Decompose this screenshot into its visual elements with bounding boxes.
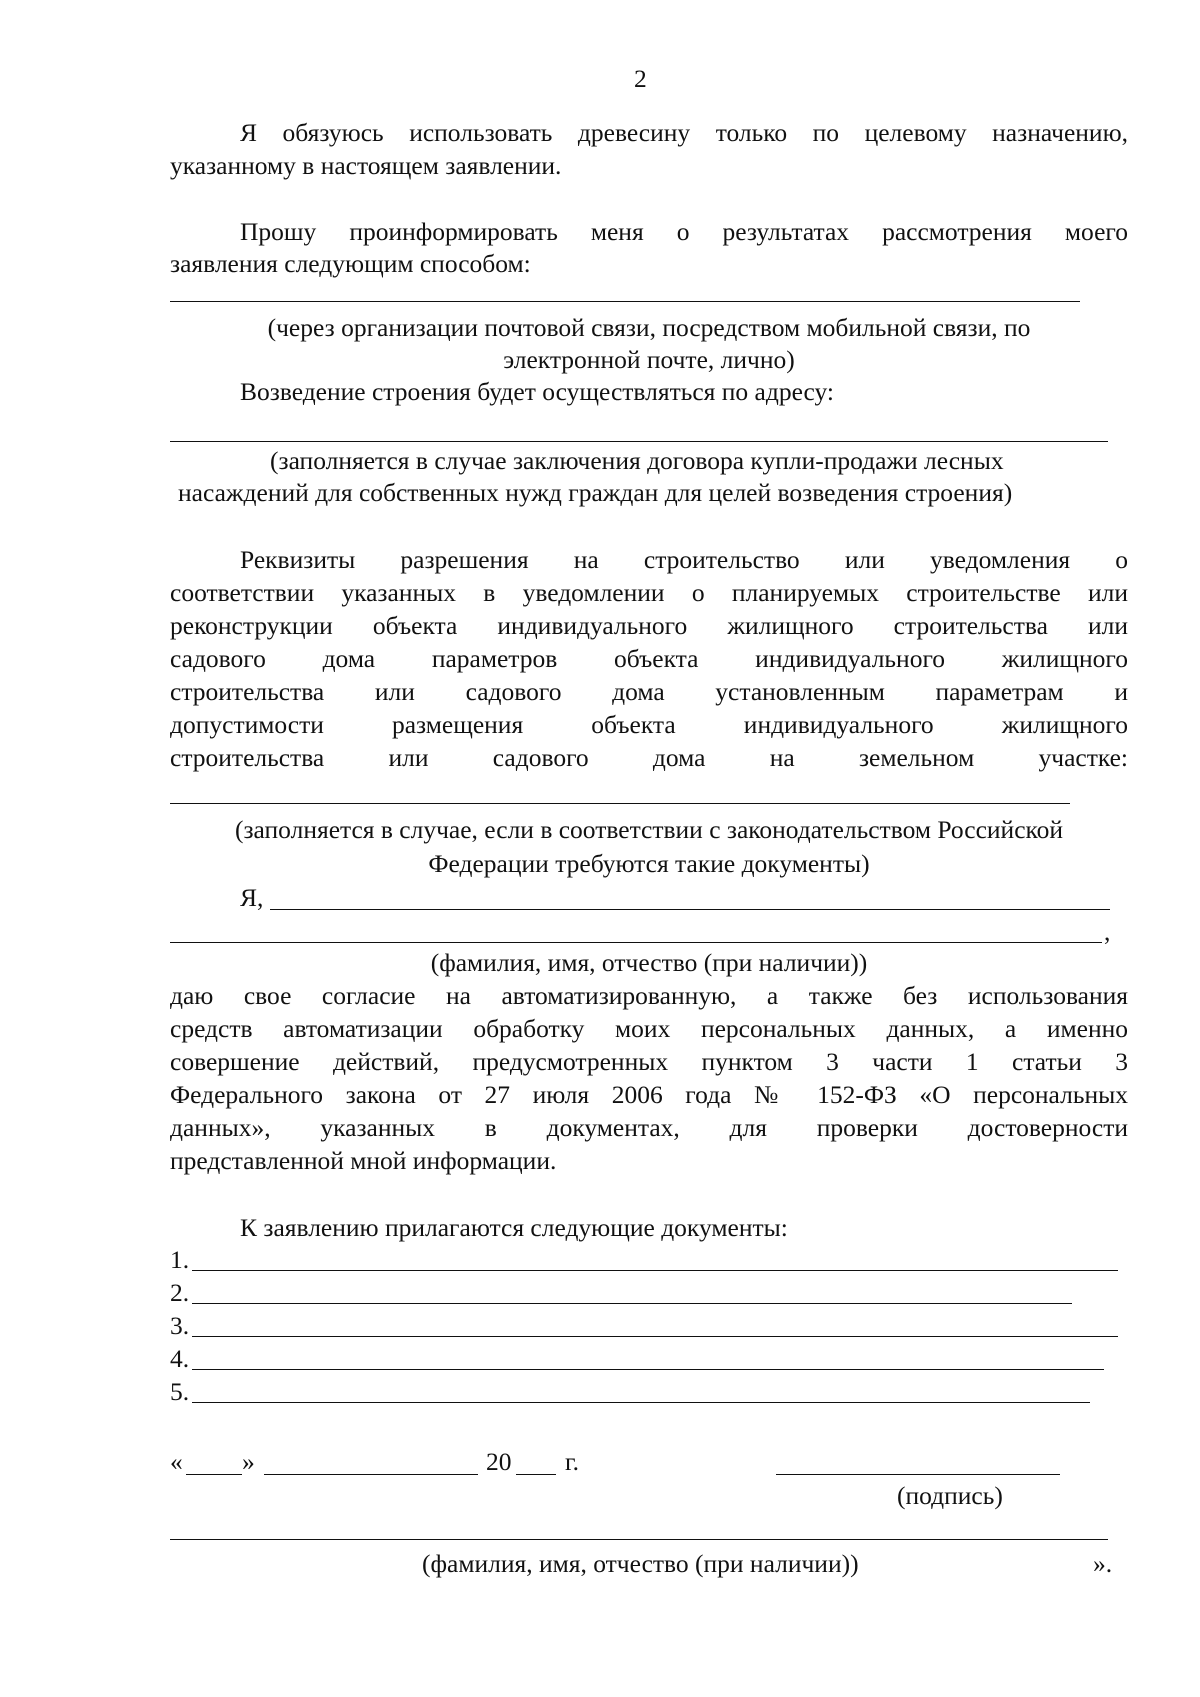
requisites-field[interactable] bbox=[170, 803, 1070, 804]
requisites-line-4: садового дома параметров объекта индивидуального жилищного bbox=[170, 644, 1128, 673]
consent-name-field-2[interactable] bbox=[170, 942, 1102, 943]
consent-line-5: данных», указанных в документах, для проверки достоверности bbox=[170, 1113, 1128, 1142]
requisites-line-5: строительства или садового дома установленным параметрам и bbox=[170, 677, 1128, 706]
consent-name-comma: , bbox=[1104, 917, 1111, 946]
inform-line-1: Прошу проинформировать меня о результатах рассмотрения моего bbox=[240, 217, 1128, 246]
requisites-hint-line-2: Федерации требуются такие документы) bbox=[428, 849, 870, 878]
attachment-number-3: 3. bbox=[170, 1311, 190, 1340]
consent-line-6: представленной мной информации. bbox=[170, 1146, 557, 1175]
signer-name-hint: (фамилия, имя, отчество (при наличии)) bbox=[422, 1549, 859, 1578]
consent-name-field-1[interactable] bbox=[270, 909, 1110, 910]
consent-line-3: совершение действий, предусмотренных пунктом 3 части 1 статьи 3 bbox=[170, 1047, 1128, 1076]
date-year-suffix: г. bbox=[565, 1447, 579, 1476]
requisites-hint-line-1: (заполняется в случае, если в соответствии с законодательством Российской bbox=[234, 815, 1064, 844]
address-hint-line-1: (заполняется в случае заключения договора купли-продажи лесных bbox=[270, 446, 1004, 475]
attachment-number-5: 5. bbox=[170, 1377, 190, 1406]
requisites-line-7: строительства или садового дома на земельном участке: bbox=[170, 743, 1128, 772]
date-open-quote: « bbox=[170, 1447, 183, 1476]
obligation-line-1: Я обязуюсь использовать древесину только по целевому назначению, bbox=[240, 118, 1128, 147]
signature-field[interactable] bbox=[776, 1474, 1060, 1475]
address-field[interactable] bbox=[170, 441, 1108, 442]
attachment-number-2: 2. bbox=[170, 1278, 190, 1307]
attachment-number-4: 4. bbox=[170, 1344, 190, 1373]
requisites-line-1: Реквизиты разрешения на строительство или уведомления о bbox=[240, 545, 1128, 574]
closing-mark: ». bbox=[1093, 1549, 1113, 1578]
consent-prefix: Я, bbox=[240, 883, 264, 912]
inform-line-2: заявления следующим способом: bbox=[170, 249, 531, 278]
address-label: Возведение строения будет осуществляться по адресу: bbox=[240, 377, 835, 406]
consent-line-2: средств автоматизации обработку моих персональных данных, а именно bbox=[170, 1014, 1128, 1043]
date-month-field[interactable] bbox=[264, 1474, 478, 1475]
attachments-title: К заявлению прилагаются следующие документы: bbox=[240, 1213, 788, 1242]
signature-hint: (подпись) bbox=[897, 1481, 1003, 1510]
signer-name-field[interactable] bbox=[170, 1539, 1108, 1540]
address-hint-line-2: насаждений для собственных нужд граждан для целей возведения строения) bbox=[178, 478, 1013, 507]
requisites-line-2: соответствии указанных в уведомлении о планируемых строительстве или bbox=[170, 578, 1128, 607]
date-year-prefix: 20 bbox=[486, 1447, 512, 1476]
consent-name-hint: (фамилия, имя, отчество (при наличии)) bbox=[430, 948, 868, 977]
obligation-line-2: указанному в настоящем заявлении. bbox=[170, 151, 562, 180]
attachment-field-4[interactable] bbox=[192, 1369, 1104, 1370]
attachment-number-1: 1. bbox=[170, 1245, 190, 1274]
date-day-field[interactable] bbox=[186, 1474, 242, 1475]
attachment-field-5[interactable] bbox=[192, 1402, 1090, 1403]
consent-line-4: Федерального закона от 27 июля 2006 года № 152-ФЗ «О персональных bbox=[170, 1080, 1128, 1109]
inform-hint-line-2: электронной почте, лично) bbox=[503, 345, 795, 374]
page-number: 2 bbox=[634, 64, 647, 93]
requisites-line-3: реконструкции объекта индивидуального жилищного строительства или bbox=[170, 611, 1128, 640]
attachment-field-2[interactable] bbox=[192, 1303, 1072, 1304]
date-year-field[interactable] bbox=[516, 1474, 556, 1475]
attachment-field-1[interactable] bbox=[192, 1270, 1118, 1271]
attachment-field-3[interactable] bbox=[192, 1336, 1118, 1337]
inform-hint-line-1: (через организации почтовой связи, посредством мобильной связи, по bbox=[267, 313, 1031, 342]
requisites-line-6: допустимости размещения объекта индивидуального жилищного bbox=[170, 710, 1128, 739]
inform-method-field[interactable] bbox=[170, 301, 1080, 302]
consent-line-1: даю свое согласие на автоматизированную, а также без использования bbox=[170, 981, 1128, 1010]
date-close-quote: » bbox=[242, 1447, 255, 1476]
